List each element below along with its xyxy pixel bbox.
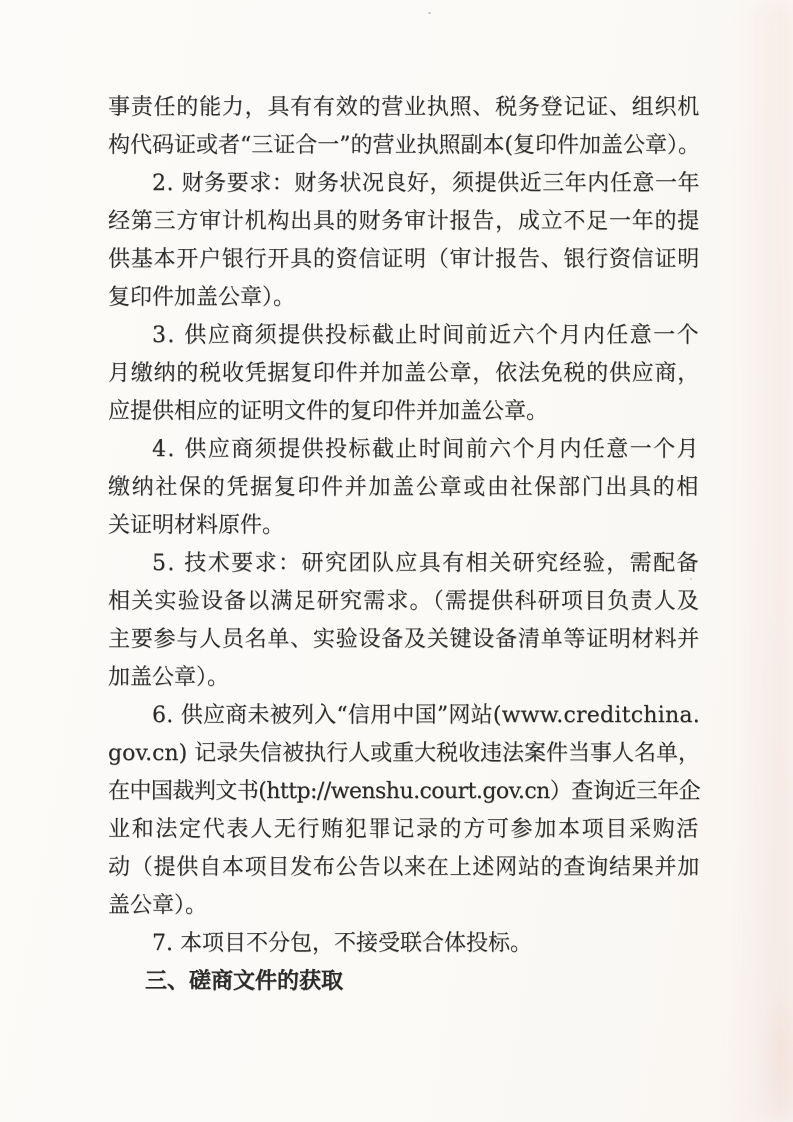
text-line (108, 469, 700, 507)
text-line (108, 355, 700, 393)
text-line (108, 659, 700, 697)
text-line-text: 业和法定代表人无行贿犯罪记录的方可参加本项目采购活 (108, 817, 700, 842)
scan-speck (428, 12, 431, 14)
scan-edge-tint (735, 0, 793, 1122)
text-line (108, 89, 700, 127)
text-line-text: 应提供相应的证明文件的复印件并加盖公章。 (108, 399, 549, 424)
paragraph-item-6-credit (108, 697, 700, 925)
paragraph-item-3-tax (108, 317, 700, 431)
text-line-text: 三、磋商文件的获取 (145, 969, 344, 994)
text-line (108, 925, 700, 963)
text-line-text: gov.cn) 记录失信被执行人或重大税收违法案件当事人名单， (108, 741, 700, 766)
text-line-text: 2. 财务要求：财务状况良好，须提供近三年内任意一年 (152, 171, 700, 196)
paragraph-item-5-technical (108, 545, 700, 697)
text-line (108, 545, 700, 583)
text-line-text: 供基本开户银行开具的资信证明（审计报告、银行资信证明 (108, 247, 700, 272)
text-line (108, 431, 700, 469)
text-line (108, 127, 700, 165)
text-line (108, 583, 700, 621)
text-line (108, 887, 700, 925)
text-line (108, 279, 700, 317)
text-line (108, 773, 700, 811)
text-line (108, 165, 700, 203)
text-line-text: 构代码证或者“三证合一”的营业执照副本(复印件加盖公章）。 (108, 133, 700, 158)
text-line-text: 主要参与人员名单、实验设备及关键设备清单等证明材料并 (108, 627, 700, 652)
text-line-text: 在中国裁判文书(http://wenshu.court.gov.cn）查询近三年企 (108, 779, 700, 804)
paragraph-continuation-item-1 (108, 89, 700, 165)
text-line-text: 5. 技术要求：研究团队应具有相关研究经验，需配备 (152, 551, 700, 576)
text-line-text: 4. 供应商须提供投标截止时间前六个月内任意一个月 (152, 437, 700, 462)
text-line-text: 月缴纳的税收凭据复印件并加盖公章，依法免税的供应商， (108, 361, 700, 386)
text-line-text: 关证明材料原件。 (108, 513, 285, 538)
text-line (108, 317, 700, 355)
text-line (108, 507, 700, 545)
text-line-text: 相关实验设备以满足研究需求。（需提供科研项目负责人及 (108, 589, 700, 614)
text-line-text: 动（提供自本项目发布公告以来在上述网站的查询结果并加 (108, 855, 700, 880)
text-line-text: 加盖公章）。 (108, 665, 230, 690)
text-line (108, 849, 700, 887)
text-line-text: 7. 本项目不分包，不接受联合体投标。 (152, 931, 532, 956)
text-line-text: 缴纳社保的凭据复印件并加盖公章或由社保部门出具的相 (108, 475, 700, 500)
text-line-text: 复印件加盖公章）。 (108, 285, 296, 310)
text-line-text: 经第三方审计机构出具的财务审计报告，成立不足一年的提 (108, 209, 700, 234)
scan-edge-tint-bottom (723, 902, 793, 1122)
paragraph-item-7-no-subcontracting (108, 925, 700, 963)
text-line (108, 735, 700, 773)
text-line (108, 203, 700, 241)
text-line (108, 621, 700, 659)
text-line (108, 811, 700, 849)
text-line (108, 241, 700, 279)
text-line-text: 盖公章）。 (108, 893, 208, 918)
text-line-text: 6. 供应商未被列入“信用中国”网站(www.creditchina. (152, 703, 700, 728)
text-line-text: 事责任的能力，具有有效的营业执照、税务登记证、组织机 (108, 95, 700, 120)
text-line (108, 393, 700, 431)
text-line-text: 3. 供应商须提供投标截止时间前近六个月内任意一个 (152, 323, 700, 348)
section-heading-document-acquisition (108, 963, 700, 1001)
paragraph-item-4-social-security (108, 431, 700, 545)
text-line (108, 963, 700, 1001)
document-text-block (108, 89, 700, 1001)
text-line (108, 697, 700, 735)
paragraph-item-2-financial (108, 165, 700, 317)
